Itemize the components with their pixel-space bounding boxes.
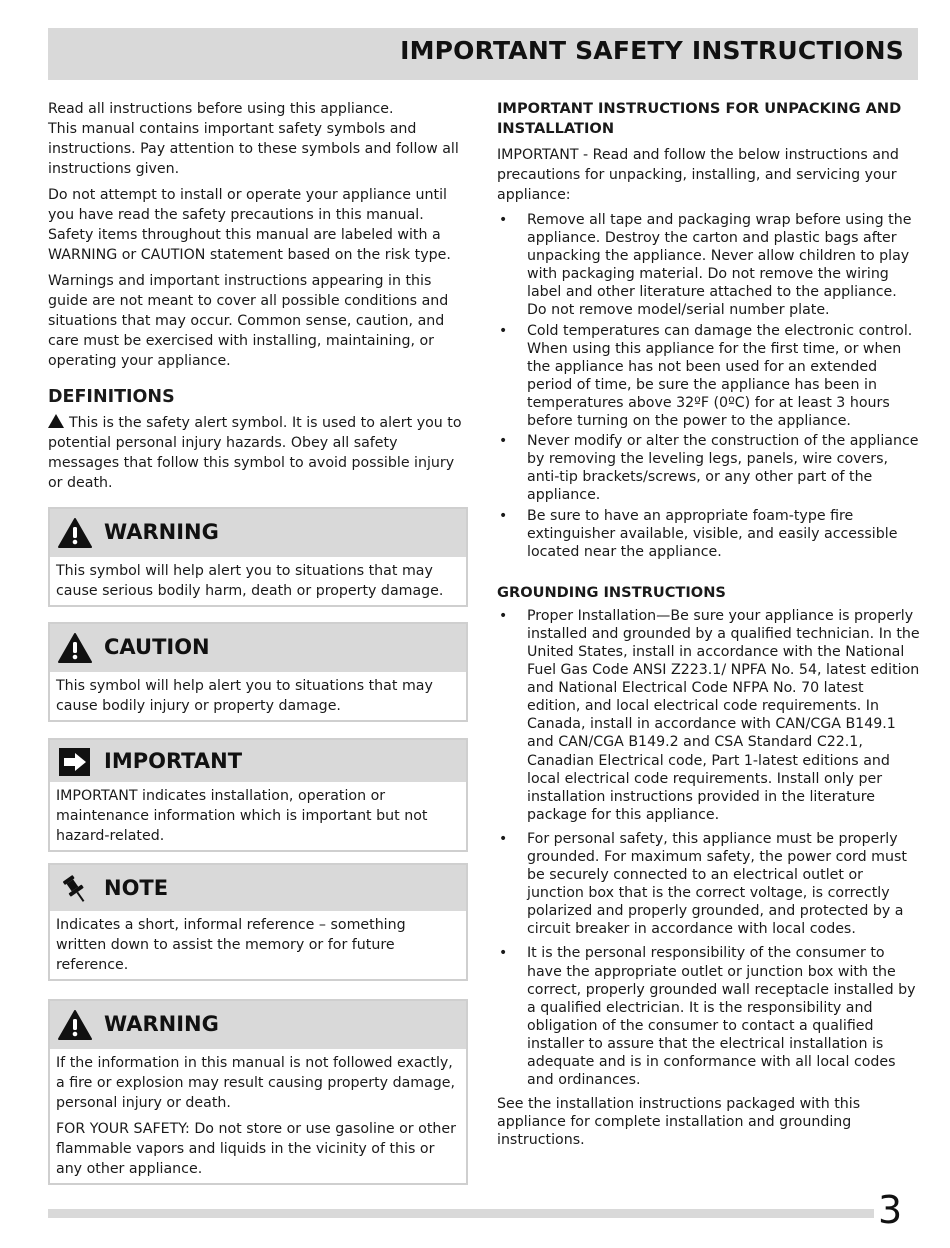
intro-paragraph-2: Do not attempt to install or operate your appliance until you have read the safety precautions in this manual. Safety items throughout this manual are labeled with a WARNING or CAUTION statement based on the risk type. [48, 187, 451, 263]
list-item: • Cold temperatures can damage the electronic control. When using this appliance for the first time, or when the appliance has not been used for an extended period of time, be sure the appliance has been in temperatures above 32ºF (0ºC) for at least 3 hours before turning on the power to the appliance. [497, 322, 920, 431]
footer-bar [48, 1209, 874, 1218]
list-item: • For personal safety, this appliance must be properly grounded. For maximum safety, the power cord must be securely connected to an electrical outlet or junction box that is the correct voltage, is correctly polarized and properly grounded, and protected by a circuit breaker in accordance with local codes. [497, 830, 920, 939]
definitions-heading: DEFINITIONS [48, 387, 175, 407]
note-box [48, 863, 468, 981]
intro-paragraph-1: This manual contains important safety symbols and instructions. Pay attention to these symbols and follow all instructions given. [48, 121, 459, 177]
intro-paragraph-3: Warnings and important instructions appearing in this guide are not meant to cover all possible conditions and situations that may occur. Common sense, caution, and care must be exercised with installing, maintaining, or operating your appliance. [48, 273, 449, 369]
page-number: 3 [878, 1188, 903, 1232]
list-item: • Remove all tape and packaging wrap before using the appliance. Destroy the carton and plastic bags after unpacking the appliance. Never allow children to play with packaging material. Do not remove the wiring label and other literature attached to the appliance. Do not remove model/serial number plate. [497, 211, 920, 320]
left-column [48, 99, 468, 499]
right-column [497, 99, 920, 1156]
warning-title: WARNING [104, 520, 219, 544]
definitions-body: This is the safety alert symbol. It is used to alert you to potential personal injury hazards. Obey all safety messages that follow this symbol to avoid possible injury or death. [48, 415, 462, 491]
fire-warning-body [50, 1049, 466, 1183]
list-item: • Be sure to have an appropriate foam-type fire extinguisher available, visible, and easily accessible located near the appliance. [497, 507, 920, 561]
grounding-heading: GROUNDING INSTRUCTIONS [497, 583, 726, 601]
important-box-header [50, 740, 466, 782]
grounding-list [497, 607, 920, 1089]
caution-triangle-icon [58, 632, 92, 664]
fire-warning-paragraph-1: If the information in this manual is not followed exactly, a fire or explosion may result causing property damage, personal injury or death. [56, 1055, 456, 1111]
note-box-header [50, 865, 466, 911]
header-band [48, 28, 918, 80]
unpacking-list [497, 211, 920, 561]
safety-alert-icon [48, 414, 64, 428]
page-title: IMPORTANT SAFETY INSTRUCTIONS [400, 36, 904, 65]
fire-warning-title: WARNING [104, 1012, 219, 1036]
important-box [48, 738, 468, 852]
definitions-text [48, 413, 468, 493]
list-item: • It is the personal responsibility of the consumer to have the appropriate outlet or junction box with the correct, properly grounded wall receptacle installed by a qualified electrician. It is the responsibility and obligation of the consumer to contact a qualified installer to assure that the electrical installation is adequate and is in conformance with all local codes and ordinances. [497, 944, 920, 1089]
note-title: NOTE [104, 876, 169, 900]
fire-warning-paragraph-2: FOR YOUR SAFETY: Do not store or use gasoline or other flammable vapors and liquids in the vicinity of this or any other appliance. [56, 1121, 456, 1177]
unpacking-heading: IMPORTANT INSTRUCTIONS FOR UNPACKING AND INSTALLATION [497, 100, 902, 137]
list-item: • Never modify or alter the construction of the appliance by removing the leveling legs, panels, wire covers, anti-tip brackets/screws, or any other part of the appliance. [497, 432, 920, 504]
arrow-right-icon [58, 746, 92, 778]
caution-body: This symbol will help alert you to situations that may cause bodily injury or property damage. [56, 678, 433, 714]
caution-box-header [50, 624, 466, 672]
fire-warning-box [48, 999, 468, 1185]
grounding-closing: See the installation instructions packaged with this appliance for complete installation and grounding instructions. [497, 1096, 861, 1149]
warning-triangle-icon [58, 517, 92, 549]
important-body: IMPORTANT indicates installation, operation or maintenance information which is important but not hazard-related. [56, 788, 428, 844]
caution-box [48, 622, 468, 722]
intro-line-1: Read all instructions before using this appliance. [48, 101, 394, 117]
pushpin-icon [58, 873, 92, 905]
warning-box [48, 507, 468, 607]
unpacking-intro: IMPORTANT - Read and follow the below instructions and precautions for unpacking, installing, and servicing your appliance: [497, 147, 899, 203]
important-title: IMPORTANT [104, 749, 243, 773]
warning-box-header [50, 509, 466, 557]
note-body: Indicates a short, informal reference – something written down to assist the memory or for future reference. [56, 917, 406, 973]
list-item: • Proper Installation—Be sure your appliance is properly installed and grounded by a qualified technician. In the United States, install in accordance with the National Fuel Gas Code ANSI Z223.1/ NPFA No. 54, latest edition and National Electrical Code NFPA No. 70 latest edition, and local electrical code requirements. In Canada, install in accordance with CAN/CGA B149.1 and CAN/CGA B149.2 and CSA Standard C22.1, Canadian Electrical code, Part 1-latest editions and local electrical code requirements. Install only per installation instructions provided in the literature package for this appliance. [497, 607, 920, 824]
warning-body: This symbol will help alert you to situations that may cause serious bodily harm, death or property damage. [56, 563, 444, 599]
caution-title: CAUTION [104, 635, 210, 659]
warning-triangle-icon [58, 1009, 92, 1041]
fire-warning-box-header [50, 1001, 466, 1049]
